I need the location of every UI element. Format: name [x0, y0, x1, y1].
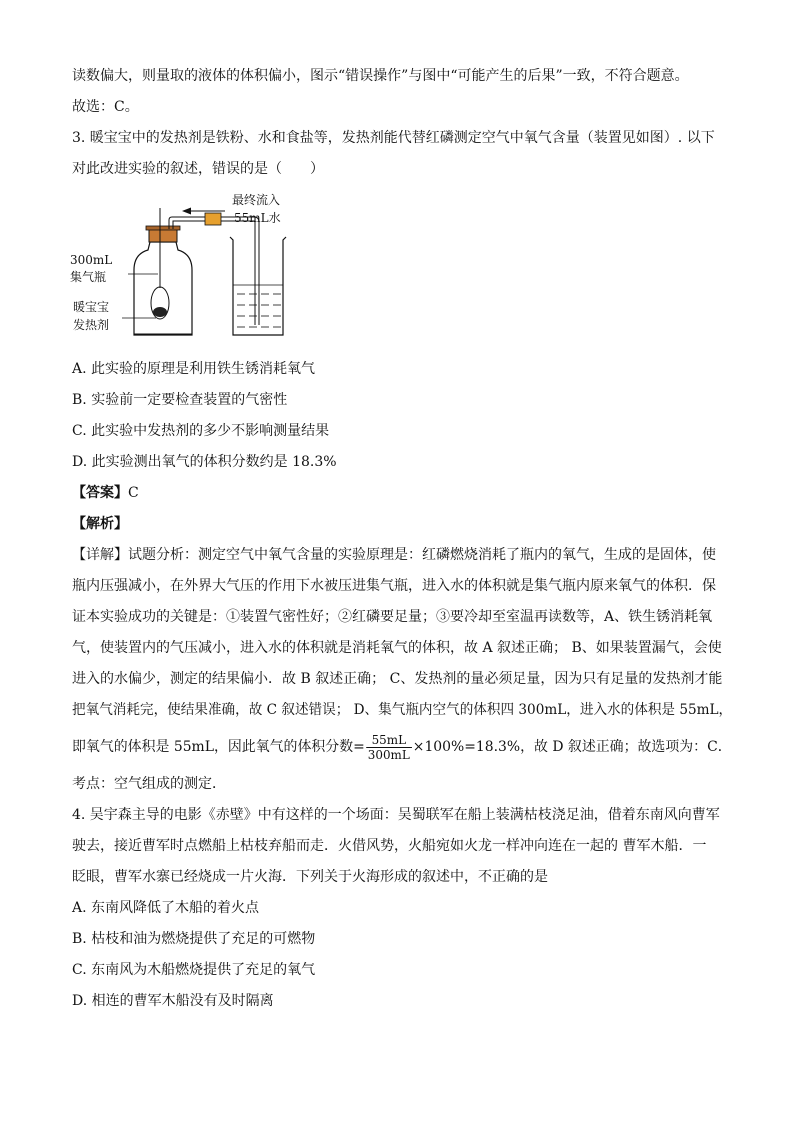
q4-stem-line-3: 眨眼，曹军水寨已经烧成一片火海．下列关于火海形成的叙述中，不正确的是 — [72, 869, 548, 885]
q4-option-a: A. 东南风降低了木船的着火点 — [72, 900, 260, 916]
kaodian-line: 考点：空气组成的测定． — [72, 776, 226, 792]
q3-stem-line-1: 3. 暖宝宝中的发热剂是铁粉、水和食盐等，发热剂能代替红磷测定空气中氧气含量（装置见如图）. 以下 — [72, 130, 715, 146]
figure-label-flow-2: 55mL水 — [234, 211, 281, 225]
clamp — [205, 213, 221, 225]
apparatus-figure — [70, 190, 330, 340]
formula-suffix: ×100%=18.3%，故 D 叙述正确；故选项为：C． — [412, 739, 732, 755]
detail-line-4: 气，使装置内的气压减小，进入水的体积就是消耗氧气的体积，故 A 叙述正确； B、如果装置漏气，会使 — [72, 640, 722, 656]
rubber-stopper — [149, 229, 177, 242]
detail-line-formula — [72, 730, 732, 764]
q4-option-d: D. 相连的曹军木船没有及时隔离 — [72, 993, 274, 1009]
flow-arrowhead — [182, 208, 191, 215]
q3-option-d: D. 此实验测出氧气的体积分数约是 18.3% — [72, 454, 337, 470]
q3-option-a: A. 此实验的原理是利用铁生锈消耗氧气 — [72, 361, 316, 377]
detail-line-3: 证本实验成功的关键是：①装置气密性好；②红磷要足量；③要冷却至室温再读数等，A、铁生锈消耗氧 — [72, 609, 713, 625]
q3-answer-line — [72, 483, 139, 503]
fraction-denominator: 300mL — [367, 747, 410, 762]
glass-tube-inner — [173, 221, 255, 325]
glass-tube-outer — [169, 217, 259, 325]
detail-line-5: 进入的水偏少，测定的结果偏小．故 B 叙述正确； C、发热剂的量必须足量，因为只有足量的发热剂才能 — [72, 671, 723, 687]
detail-line-1: 【详解】试题分析：测定空气中氧气含量的实验原理是：红磷燃烧消耗了瓶内的氧气，生成的是固体，使 — [72, 547, 716, 563]
figure-label-heater-1: 暖宝宝 — [73, 300, 110, 314]
figure-label-flow-1: 最终流入 — [232, 193, 281, 207]
formula-prefix: 即氧气的体积是 55mL，因此氧气的体积分数= — [72, 739, 365, 755]
figure-label-bottle-2: 集气瓶 — [70, 270, 107, 284]
prev-line-2: 故选：C。 — [72, 99, 139, 115]
q4-option-c: C. 东南风为木船燃烧提供了充足的氧气 — [72, 962, 316, 978]
answer-tag: 【答案】 — [72, 485, 128, 501]
answer-value: C — [128, 485, 139, 501]
detail-line-2: 瓶内压强减小，在外界大气压的作用下水被压进集气瓶，进入水的体积就是集气瓶内原来氧气的体积．保 — [72, 578, 716, 594]
q4-stem-line-1: 4. 吴宇森主导的电影《赤壁》中有这样的一个场面：吴蜀联军在船上装满枯枝浇足油，借着东南风向曹军 — [72, 807, 720, 823]
beaker — [230, 237, 286, 335]
q4-stem-line-2: 驶去，接近曹军时点燃船上枯枝弃船而走．火借风势，火船宛如火龙一样冲向连在一起的 曹军木船．一 — [72, 838, 707, 854]
gas-bottle — [134, 242, 192, 335]
detail-line-6: 把氧气消耗完，使结果准确，故 C 叙述错误； D、集气瓶内空气的体积四 300mL，进入水的体积是 55mL， — [72, 702, 733, 718]
volume-fraction — [366, 733, 412, 762]
q3-option-c: C. 此实验中发热剂的多少不影响测量结果 — [72, 423, 330, 439]
analysis-tag: 【解析】 — [72, 516, 128, 532]
heat-pack-material — [153, 307, 167, 317]
fraction-numerator: 55mL — [366, 733, 412, 748]
q4-option-b: B. 枯枝和油为燃烧提供了充足的可燃物 — [72, 931, 316, 947]
stopper-cap — [146, 226, 180, 230]
figure-label-bottle-1: 300mL — [70, 253, 113, 267]
q3-option-b: B. 实验前一定要检查装置的气密性 — [72, 392, 288, 408]
figure-label-heater-2: 发热剂 — [73, 318, 110, 332]
q3-stem-line-2: 对此改进实验的叙述，错误的是（ ） — [72, 161, 324, 177]
prev-line-1: 读数偏大，则量取的液体的体积偏小，图示“错误操作”与图中“可能产生的后果”一致，不符合题意。 — [72, 68, 689, 84]
